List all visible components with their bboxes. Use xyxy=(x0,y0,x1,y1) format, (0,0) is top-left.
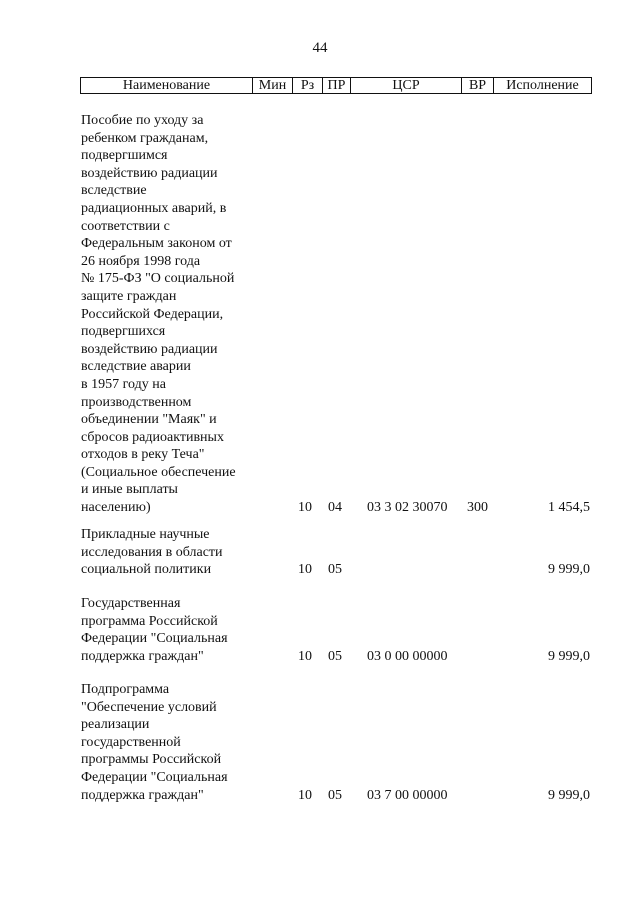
header-execution: Исполнение xyxy=(506,78,579,93)
row-name xyxy=(81,681,261,804)
cell-csr: 03 7 00 00000 xyxy=(367,787,448,803)
cell-min: 10 xyxy=(298,787,312,803)
cell-csr: 03 3 02 30070 xyxy=(367,500,448,516)
row-name-line: программы Российской xyxy=(81,752,222,768)
row-name-line: ребенком гражданам, xyxy=(81,130,209,146)
header-name: Наименование xyxy=(81,78,253,93)
row-name-line: 26 ноября 1998 года xyxy=(81,253,201,269)
cell-rz: 05 xyxy=(328,648,342,664)
row-name xyxy=(81,595,261,665)
cell-rz: 05 xyxy=(328,562,342,578)
row-name-line: Подпрограмма xyxy=(81,682,170,697)
row-name-line: населению) xyxy=(81,500,151,516)
row-name-line: социальной политики xyxy=(81,562,212,578)
table-header xyxy=(80,77,592,94)
row-name-line: объединении "Маяк" и xyxy=(81,412,217,428)
row-name-line: соответствии с xyxy=(81,218,170,234)
row-name-line: вследствие аварии xyxy=(81,359,191,375)
row-name-line: и иные выплаты xyxy=(81,482,178,498)
row-name-line: Федеральным законом от xyxy=(81,236,232,252)
row-name-line: реализации xyxy=(81,717,150,733)
header-vr: ВР xyxy=(462,78,494,93)
cell-execution: 9 999,0 xyxy=(548,562,590,578)
row-name-line: отходов в реку Теча" xyxy=(81,447,205,463)
page-number: 44 xyxy=(312,40,328,56)
header-pr: ПР xyxy=(323,78,351,93)
row-name-line: воздействию радиации xyxy=(81,165,218,181)
row-name-line: Российской Федерации, xyxy=(81,306,224,322)
row-name-line: производственном xyxy=(81,394,192,410)
cell-execution: 9 999,0 xyxy=(548,648,590,664)
row-name-line: в 1957 году на xyxy=(81,376,166,392)
row-name-line: подвергшимся xyxy=(81,148,168,164)
row-name xyxy=(81,112,261,517)
row-name-line: государственной xyxy=(81,734,181,750)
row-name-line: Прикладные научные xyxy=(81,527,210,542)
row-name-line: сбросов радиоактивных xyxy=(81,429,224,445)
header-csr: ЦСР xyxy=(351,78,462,93)
row-name-line: № 175-ФЗ "О социальной xyxy=(81,271,235,287)
cell-vr: 300 xyxy=(467,500,488,516)
cell-csr: 03 0 00 00000 xyxy=(367,648,448,664)
cell-min: 10 xyxy=(298,562,312,578)
row-name-line: поддержка граждан" xyxy=(81,648,204,664)
row-name-line: защите граждан xyxy=(81,288,177,304)
row-name-line: радиационных аварий, в xyxy=(81,200,227,216)
row-name-line: Федерации "Социальная xyxy=(81,631,228,647)
row-name-line: "Обеспечение условий xyxy=(81,699,217,715)
cell-rz: 05 xyxy=(328,787,342,803)
row-name-line: воздействию радиации xyxy=(81,341,218,357)
row-name xyxy=(81,526,261,579)
cell-execution: 1 454,5 xyxy=(548,500,590,516)
row-name-line: (Социальное обеспечение xyxy=(81,464,236,480)
cell-rz: 04 xyxy=(328,500,342,516)
cell-min: 10 xyxy=(298,500,312,516)
row-name-line: исследования в области xyxy=(81,544,223,560)
row-name-line: Федерации "Социальная xyxy=(81,769,228,785)
row-name-line: Государственная xyxy=(81,596,181,611)
header-rz: Рз xyxy=(293,78,323,93)
cell-execution: 9 999,0 xyxy=(548,787,590,803)
row-name-line: вследствие xyxy=(81,183,147,199)
row-name-line: Пособие по уходу за xyxy=(81,113,204,128)
header-min: Мин xyxy=(253,78,293,93)
cell-min: 10 xyxy=(298,648,312,664)
row-name-line: поддержка граждан" xyxy=(81,787,204,803)
row-name-line: подвергшихся xyxy=(81,324,166,340)
row-name-line: программа Российской xyxy=(81,613,218,629)
